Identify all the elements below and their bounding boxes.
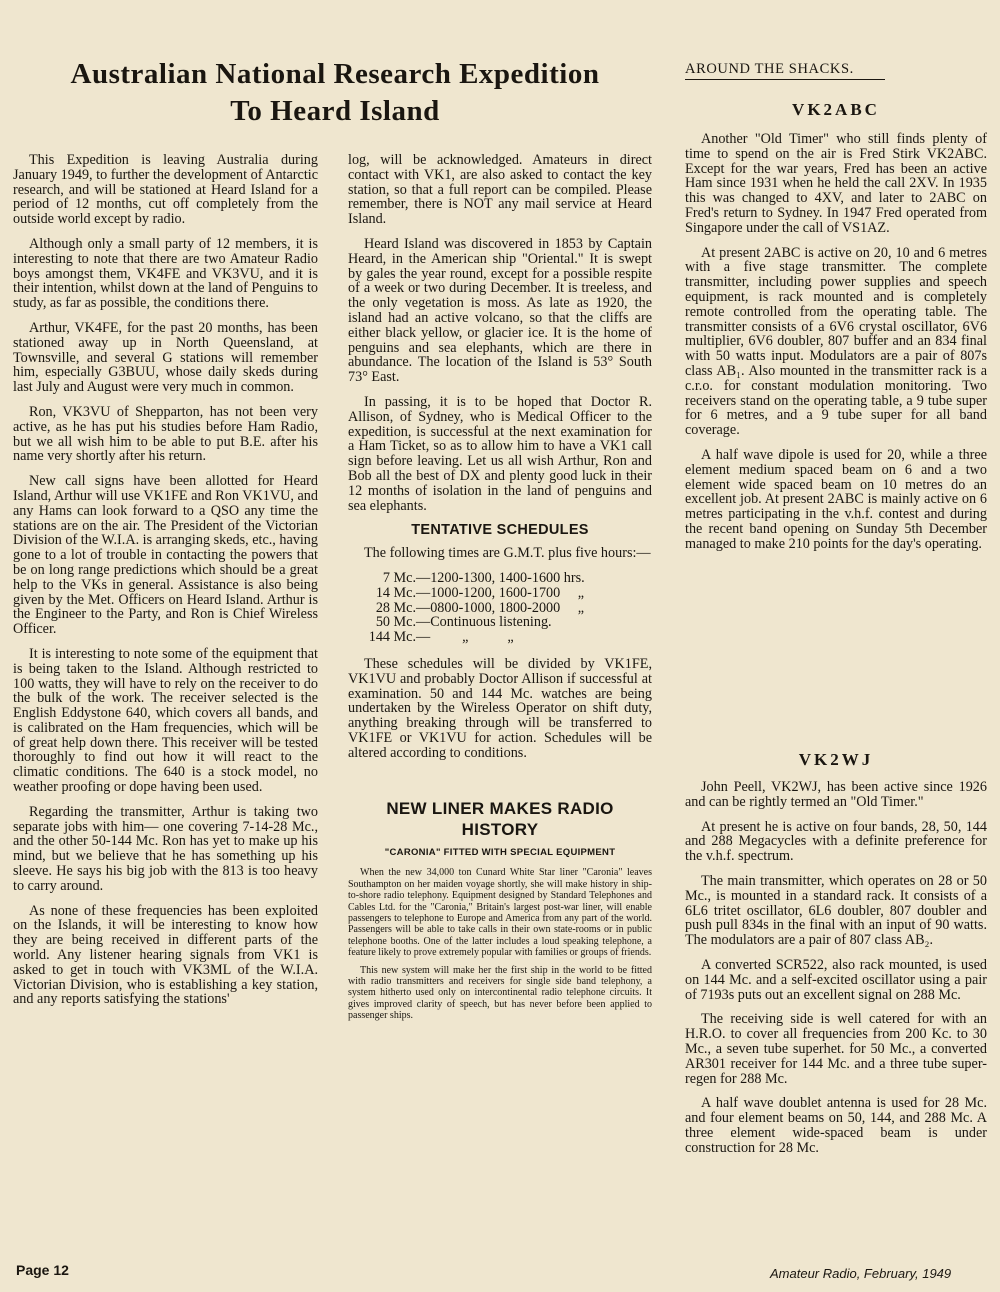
- schedules-intro: The following times are G.M.T. plus five hours:—: [364, 545, 651, 562]
- schedule-band: 144: [368, 629, 390, 646]
- paragraph: Heard Island was discovered in 1853 by Captain Heard, in the American ship "Oriental." It is swept by gales the year round, except for a possible respite of a week or two during December. It is treeless, and the only vegetation is moss. As late as 1920, the island had an active volcano, so that the cliffs are either black yellow, or glacier ice. It is the home of penguins and sea elephants, which are there in abundance. The location of the Island is 53° South 73° East.: [348, 235, 652, 386]
- schedule-row: [348, 601, 652, 616]
- schedule-list: [348, 571, 652, 645]
- paragraph: The main transmitter, which operates on 28 or 50 Mc., is mounted in a standard rack. It consists of a 6L6 tritet oscillator, 6L6 doubler, 807 doubler and push pull 834s in the final with an input of 90 watts. The modulators are a pair of 807 class AB₂.: [685, 872, 987, 949]
- ditto-mark: „: [577, 584, 585, 601]
- headline-line-1: Australian National Research Expedition: [70, 58, 600, 90]
- paragraph: John Peell, VK2WJ, has been active since 1926 and can be rightly termed an "Old Timer.": [685, 779, 987, 810]
- column-2: [348, 153, 652, 1028]
- paragraph: New call signs have been allotted for Heard Island, Arthur will use VK1FE and Ron VK1VU, and any Hams can look forward to a QSO any time the stations are on the air. The President of the Victorian Division of the W.I.A. is arranging skeds, etc., having gone to a lot of trouble in contacting the powers that be on long range predictions which should be a great help to the VKs in general. Assistance is also being given by the Met. Officers on Heard Island. Arthur is the Engineer to the Party, and Ron is Chief Wireless Officer.: [13, 473, 318, 638]
- liner-headline-line-1: NEW LINER MAKES RADIO: [386, 799, 614, 819]
- schedule-row: [348, 615, 652, 630]
- paragraph: Another "Old Timer" who still finds plenty of time to spend on the air is Fred Stirk VK2ABC. Except for the war years, Fred has been an active Ham since 1931 when he held the call 2XV. In 1935 this was changed to 4XV, and later to 2ABC on Fred's return to Sydney. In 1947 Fred operated from Singapore under the call of VS1AZ.: [685, 131, 987, 236]
- article-headline: [10, 56, 660, 130]
- callsign-heading: VK2ABC: [792, 100, 880, 119]
- page-number: Page 12: [16, 1262, 69, 1278]
- schedule-row: [348, 630, 652, 645]
- liner-article: [348, 867, 652, 1021]
- schedule-times: Mc.—1200-1300, 1400-1600 hrs.: [393, 569, 585, 586]
- column-1: [13, 153, 318, 1017]
- paragraph: Regarding the transmitter, Arthur is taking two separate jobs with him— one covering 7-14-28 Mc., and the other 50-144 Mc. Ron has yet to make up his mind, but we believe that he has something up his sleeve. He says his big job with the 813 is too heavy to carry around.: [13, 803, 318, 894]
- paragraph: A half wave dipole is used for 20, while a three element medium spaced beam on 6 and a two element wide spaced beam on 10 metres do an excellent job. At present 2ABC is mainly active on 6 metres participating in the v.h.f. contest and during the recent band opening on Sunday 5th December managed to make 210 points for the day's operating.: [685, 446, 987, 552]
- schedule-times: Mc.— „ „: [393, 629, 514, 646]
- paragraph: Although only a small party of 12 members, it is interesting to note that there are two Amateur Radio boys amongst them, VK4FE and VK3VU, and it is their intention, whilst down at the land of Penguins to study, as far as possible, the conditions there.: [13, 235, 318, 312]
- publication-line: Amateur Radio, February, 1949: [770, 1266, 952, 1281]
- paragraph: At present he is active on four bands, 28, 50, 144 and 288 Megacycles with a definite preference for the v.h.f. spectrum.: [685, 818, 987, 865]
- headline-line-2: To Heard Island: [230, 95, 440, 127]
- ditto-mark: „: [577, 599, 585, 616]
- paragraph: When the new 34,000 ton Cunard White Star liner "Caronia" leaves Southampton on her maiden voyage shortly, she will make history in ship-to-shore radio telephony. Equipment designed by Standard Telephones and Cables Ltd. for the "Caronia," Britain's largest post-war liner, will enable passengers to telephone to Europe and America from any part of the world. Passengers will be able to take calls in their own state-rooms or in public telephone booths. One of the latter includes a loud speaking telephone, a feature likely to prove extremely popular with families or groups of friends.: [348, 867, 652, 959]
- column-3-vk2abc: [685, 132, 987, 562]
- paragraph: As none of these frequencies has been exploited on the Islands, it will be interesting to know how they are being received in different parts of the world. Any listener hearing signals from VK1 is asked to get in touch with VK3ML of the W.I.A. Victorian Division, who is establishing a key station, and any reports satisfying the stations': [13, 902, 318, 1008]
- callsign-heading: VK2WJ: [798, 750, 874, 769]
- liner-headline: [348, 798, 652, 840]
- schedule-times: Mc.—1000-1200, 1600-1700: [393, 584, 561, 601]
- paragraph: At present 2ABC is active on 20, 10 and 6 metres with a five stage transmitter. The complete transmitter, including power supplies and speech equipment, is rack mounted and is completely remote controlled from the operating table. The transmitter consists of a 6V6 crystal oscillator, 6V6 multiplier, 6V6 doubler, 807 buffer and an 834 final with 50 watts input. Modulators are a pair of 807s class AB₁. Also mounted in the transmitter rack is a c.r.o. for constant modulation monitoring. Two receivers stand on the operating table, a 9 tube super for 6 metres, and a 9 tube super for all band coverage.: [685, 244, 987, 439]
- paragraph: Arthur, VK4FE, for the past 20 months, has been stationed away up in North Queensland, at Townsville, and several G stations will remember him, especially G3BUU, whose daily skeds during last July and August were very much in common.: [13, 319, 318, 396]
- section-title: AROUND THE SHACKS.: [685, 61, 885, 80]
- paragraph: The receiving side is well catered for with an H.R.O. to cover all frequencies from 200 Kc. to 30 Mc., a seven tube superhet. for 50 Mc., a converted AR301 receiver for 144 Mc. and a three tube super-regen for 288 Mc.: [685, 1011, 987, 1087]
- schedule-row: [348, 571, 652, 586]
- paragraph: A half wave doublet antenna is used for 28 Mc. and four element beams on 50, 144, and 288 Mc. A three element wide-spaced beam is under construction for 28 Mc.: [685, 1095, 987, 1156]
- schedule-band: 50: [375, 614, 390, 631]
- paragraph: Ron, VK3VU of Shepparton, has not been very active, as he has put his studies before Ham Radio, but we all wish him to be able to put B.E. after his name very shortly after his return.: [13, 403, 318, 465]
- schedule-times: Mc.—0800-1000, 1800-2000: [393, 599, 561, 616]
- paragraph: This new system will make her the first ship in the world to be fitted with radio transmitters and receivers for single side band telephony, a system hitherto used only on intercontinental radio telephone circuits. It gives improved clarity of speech, but has never before been applied to passenger ships.: [348, 964, 652, 1022]
- paragraph: log, will be acknowledged. Amateurs in direct contact with VK1, are also asked to contact the key station, so that a full report can be compiled. Please remember, there is NOT any mail service at Heard Island.: [348, 152, 652, 228]
- schedule-row: [348, 586, 652, 601]
- paragraph: In passing, it is to be hoped that Doctor R. Allison, of Sydney, who is Medical Officer to the expedition, is successful at the next examination for a Ham Ticket, so as to allow him to have a VK1 call sign before leaving. Let us all wish Arthur, Ron and Bob all the best of DX and plenty good luck in their 12 months of isolation in the land of penguins and sea elephants.: [348, 393, 652, 514]
- column-3-vk2wj: [685, 780, 987, 1166]
- paragraph: This Expedition is leaving Australia during January 1949, to further the development of Antarctic research, and will be stationed at Heard Island for a period of 12 months, cut off completely from the outside world except by radio.: [13, 152, 318, 228]
- paragraph: It is interesting to note some of the equipment that is being taken to the Island. Although restricted to 100 watts, they will have to rely on the receiver to do the bulk of the work. The receiver selected is the English Eddystone 640, which covers all bands, and is calibrated on the Ham frequencies, which will be of great help down there. This receiver will be tested thoroughly to find out how it will react to the climatic conditions. The 640 is a stock model, no weather proofing or dope having been used.: [13, 645, 318, 796]
- paragraph: A converted SCR522, also rack mounted, is used on 144 Mc. and a self-excited oscillator using a pair of 7193s puts out an excellent signal on 288 Mc.: [685, 956, 987, 1003]
- liner-subheading: "CARONIA" FITTED WITH SPECIAL EQUIPMENT: [384, 847, 616, 859]
- schedule-band: 14: [375, 584, 390, 601]
- schedule-times: Mc.—Continuous listening.: [393, 614, 552, 631]
- schedules-heading: TENTATIVE SCHEDULES: [411, 522, 589, 539]
- schedule-band: 28: [375, 599, 390, 616]
- schedule-band: 7: [382, 569, 390, 586]
- schedules-note: These schedules will be divided by VK1FE, VK1VU and probably Doctor Allison if successful at examination. 50 and 144 Mc. watches are being undertaken by the Wireless Operator on shift duty, anything breaking through will be transferred to VK1FE or VK1VU for action. Schedules will be altered according to conditions.: [348, 655, 652, 761]
- liner-headline-line-2: HISTORY: [461, 820, 539, 840]
